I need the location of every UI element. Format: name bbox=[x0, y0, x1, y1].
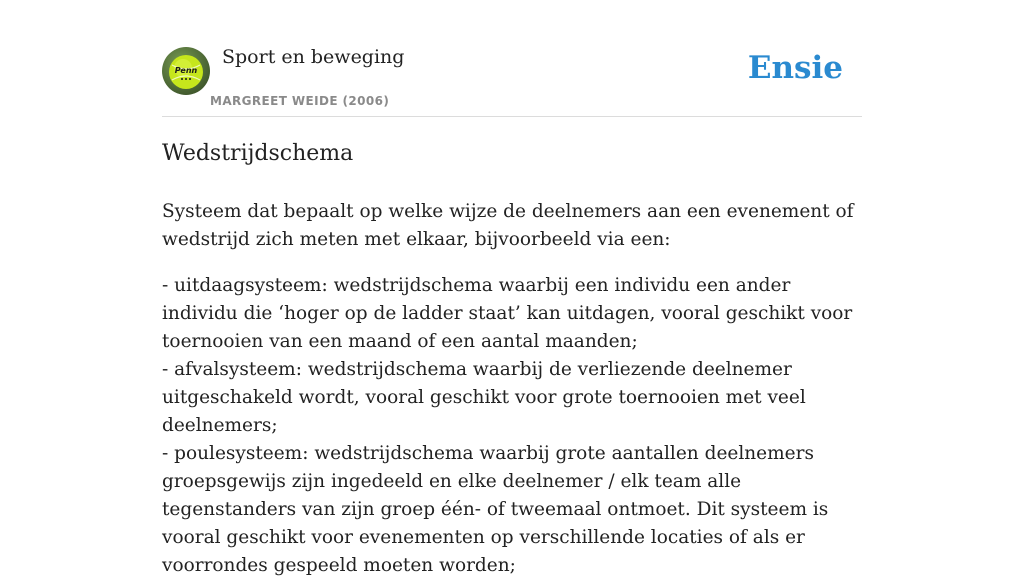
brand-logo[interactable]: Ensie bbox=[747, 50, 843, 86]
list-item: - afvalsysteem: wedstrijdschema waarbij de verliezende deelnemer uitgeschakeld wordt, vooral geschikt voor grote toernooien met veel deelnemers; bbox=[162, 359, 806, 436]
entry-title: Wedstrijdschema bbox=[162, 141, 354, 166]
entry-list bbox=[162, 272, 862, 580]
source-avatar[interactable] bbox=[162, 47, 210, 95]
entry-article bbox=[162, 136, 862, 580]
source-author: MARGREET WEIDE (2006) bbox=[210, 94, 390, 108]
list-item: - poulesysteem: wedstrijdschema waarbij grote aantallen deelnemers groepsgewijs zijn ingedeeld en elke deelnemer / elk team alle tegenstanders van zijn groep één- of tweemaal ontmoet. Dit systeem is vooral geschikt voor evenementen op verschillende locaties of als er voorrondes gespeeld moeten worden; bbox=[162, 443, 829, 576]
entry-intro: Systeem dat bepaalt op welke wijze de deelnemers aan een evenement of wedstrijd zich meten met elkaar, bijvoorbeeld via een: bbox=[162, 201, 854, 250]
tennis-ball-icon bbox=[162, 47, 210, 95]
logo-text: Penn bbox=[174, 66, 198, 75]
list-item: - uitdaagsysteem: wedstrijdschema waarbij een individu een ander individu die ‘hoger op de ladder staat’ kan uitdagen, vooral geschikt voor toernooien van een maand of een aantal maanden; bbox=[162, 275, 853, 352]
source-title[interactable]: Sport en beweging bbox=[222, 46, 405, 68]
source-header bbox=[162, 0, 862, 117]
